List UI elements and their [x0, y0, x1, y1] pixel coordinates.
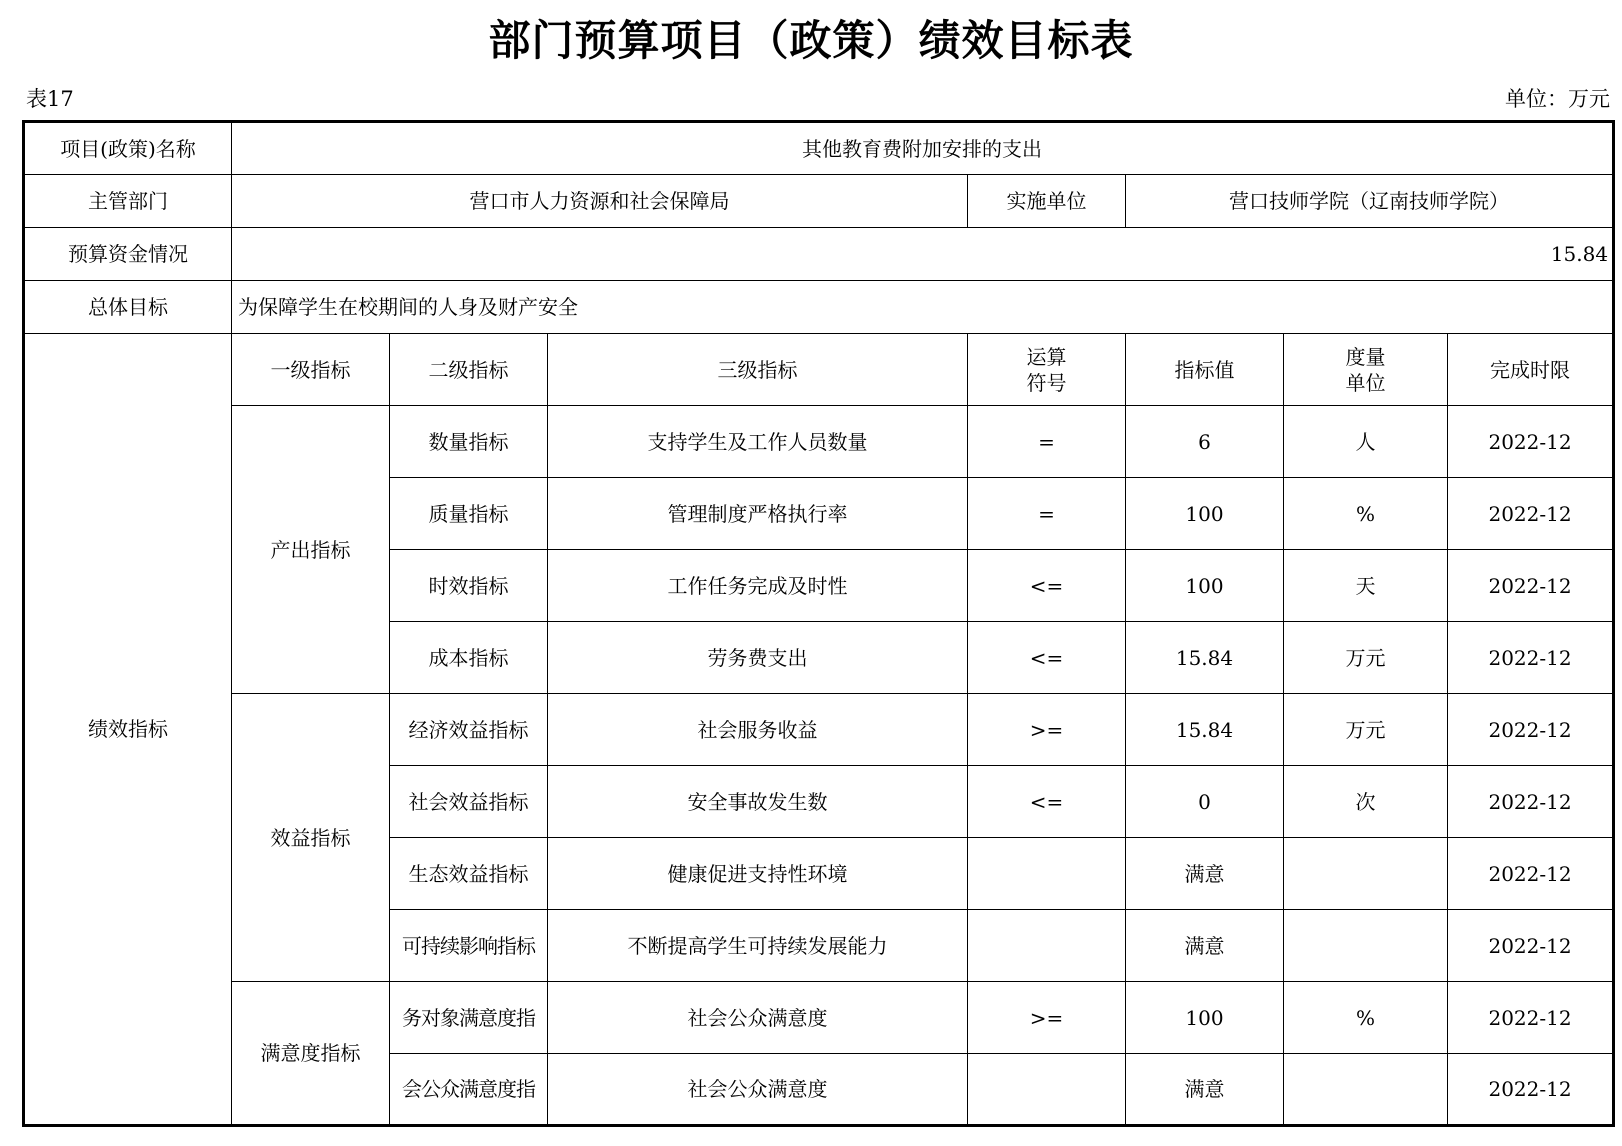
deadline-cell: 2022-12	[1448, 910, 1614, 982]
budget-label: 预算资金情况	[24, 228, 232, 281]
table-row	[24, 982, 1614, 1054]
value-cell: 满意	[1126, 910, 1284, 982]
impl-unit-value: 营口技师学院（辽南技师学院）	[1126, 175, 1614, 228]
operator-cell: =	[968, 478, 1126, 550]
unit-cell	[1284, 1054, 1448, 1126]
unit-cell: 人	[1284, 406, 1448, 478]
unit-cell	[1284, 910, 1448, 982]
level3-cell: 安全事故发生数	[548, 766, 968, 838]
header-operator-line2: 符号	[1026, 370, 1067, 395]
header-row	[24, 334, 1614, 406]
impl-unit-label: 实施单位	[968, 175, 1126, 228]
deadline-cell: 2022-12	[1448, 1054, 1614, 1126]
operator-cell: >=	[968, 982, 1126, 1054]
value-cell: 100	[1126, 982, 1284, 1054]
value-cell: 15.84	[1126, 694, 1284, 766]
deadline-cell: 2022-12	[1448, 982, 1614, 1054]
row-overall-goal	[24, 281, 1614, 334]
deadline-cell: 2022-12	[1448, 406, 1614, 478]
level2-cell: 生态效益指标	[390, 838, 548, 910]
header-unit-line1: 度量	[1345, 344, 1386, 369]
level2-cell: 社会效益指标	[390, 766, 548, 838]
unit-label: 单位：万元	[1505, 87, 1610, 111]
unit-cell: %	[1284, 982, 1448, 1054]
header-deadline: 完成时限	[1448, 334, 1614, 406]
row-department	[24, 175, 1614, 228]
row-budget	[24, 228, 1614, 281]
level3-cell: 社会公众满意度	[548, 1054, 968, 1126]
level3-cell: 健康促进支持性环境	[548, 838, 968, 910]
level2-cell: 务对象满意度指	[390, 982, 548, 1054]
deadline-cell: 2022-12	[1448, 478, 1614, 550]
level2-cell: 可持续影响指标	[390, 910, 548, 982]
unit-cell: 万元	[1284, 694, 1448, 766]
level3-cell: 工作任务完成及时性	[548, 550, 968, 622]
level2-cell: 会公众满意度指	[390, 1054, 548, 1126]
table-number: 表17	[26, 87, 74, 111]
level3-cell: 不断提高学生可持续发展能力	[548, 910, 968, 982]
level3-cell: 支持学生及工作人员数量	[548, 406, 968, 478]
operator-cell: <=	[968, 622, 1126, 694]
row-project-name	[24, 122, 1614, 175]
header-operator-line1: 运算	[1026, 344, 1067, 369]
value-cell: 0	[1126, 766, 1284, 838]
level2-cell: 成本指标	[390, 622, 548, 694]
deadline-cell: 2022-12	[1448, 550, 1614, 622]
unit-cell: 次	[1284, 766, 1448, 838]
unit-cell: 万元	[1284, 622, 1448, 694]
deadline-cell: 2022-12	[1448, 694, 1614, 766]
deadline-cell: 2022-12	[1448, 766, 1614, 838]
level2-cell: 时效指标	[390, 550, 548, 622]
dept-value: 营口市人力资源和社会保障局	[232, 175, 968, 228]
header-level2: 二级指标	[390, 334, 548, 406]
project-name-label: 项目(政策)名称	[24, 122, 232, 175]
level3-cell: 社会服务收益	[548, 694, 968, 766]
page-title: 部门预算项目（政策）绩效目标表	[488, 16, 1134, 65]
goal-label: 总体目标	[24, 281, 232, 334]
header-level3: 三级指标	[548, 334, 968, 406]
value-cell: 100	[1126, 478, 1284, 550]
header-level1: 一级指标	[232, 334, 390, 406]
level3-cell: 管理制度严格执行率	[548, 478, 968, 550]
operator-cell	[968, 910, 1126, 982]
value-cell: 100	[1126, 550, 1284, 622]
level3-cell: 劳务费支出	[548, 622, 968, 694]
operator-cell: <=	[968, 550, 1126, 622]
goal-value: 为保障学生在校期间的人身及财产安全	[232, 281, 1614, 334]
value-cell: 满意	[1126, 838, 1284, 910]
header-value: 指标值	[1126, 334, 1284, 406]
header-unit-line2: 单位	[1345, 370, 1386, 395]
level2-cell: 质量指标	[390, 478, 548, 550]
dept-label: 主管部门	[24, 175, 232, 228]
level3-cell: 社会公众满意度	[548, 982, 968, 1054]
table-row	[24, 406, 1614, 478]
unit-cell: %	[1284, 478, 1448, 550]
project-name-value: 其他教育费附加安排的支出	[232, 122, 1614, 175]
operator-cell	[968, 838, 1126, 910]
table-row	[24, 694, 1614, 766]
group-label: 效益指标	[232, 694, 390, 982]
group-label: 满意度指标	[232, 982, 390, 1126]
unit-cell: 天	[1284, 550, 1448, 622]
performance-table	[22, 120, 1615, 1127]
operator-cell	[968, 1054, 1126, 1126]
operator-cell: >=	[968, 694, 1126, 766]
operator-cell: =	[968, 406, 1126, 478]
header-unit	[1284, 334, 1448, 406]
level2-cell: 经济效益指标	[390, 694, 548, 766]
header-operator	[968, 334, 1126, 406]
value-cell: 15.84	[1126, 622, 1284, 694]
deadline-cell: 2022-12	[1448, 838, 1614, 910]
perf-indicator-label: 绩效指标	[24, 334, 232, 1126]
operator-cell: <=	[968, 766, 1126, 838]
unit-cell	[1284, 838, 1448, 910]
group-label: 产出指标	[232, 406, 390, 694]
deadline-cell: 2022-12	[1448, 622, 1614, 694]
value-cell: 满意	[1126, 1054, 1284, 1126]
budget-value: 15.84	[232, 228, 1614, 281]
value-cell: 6	[1126, 406, 1284, 478]
level2-cell: 数量指标	[390, 406, 548, 478]
